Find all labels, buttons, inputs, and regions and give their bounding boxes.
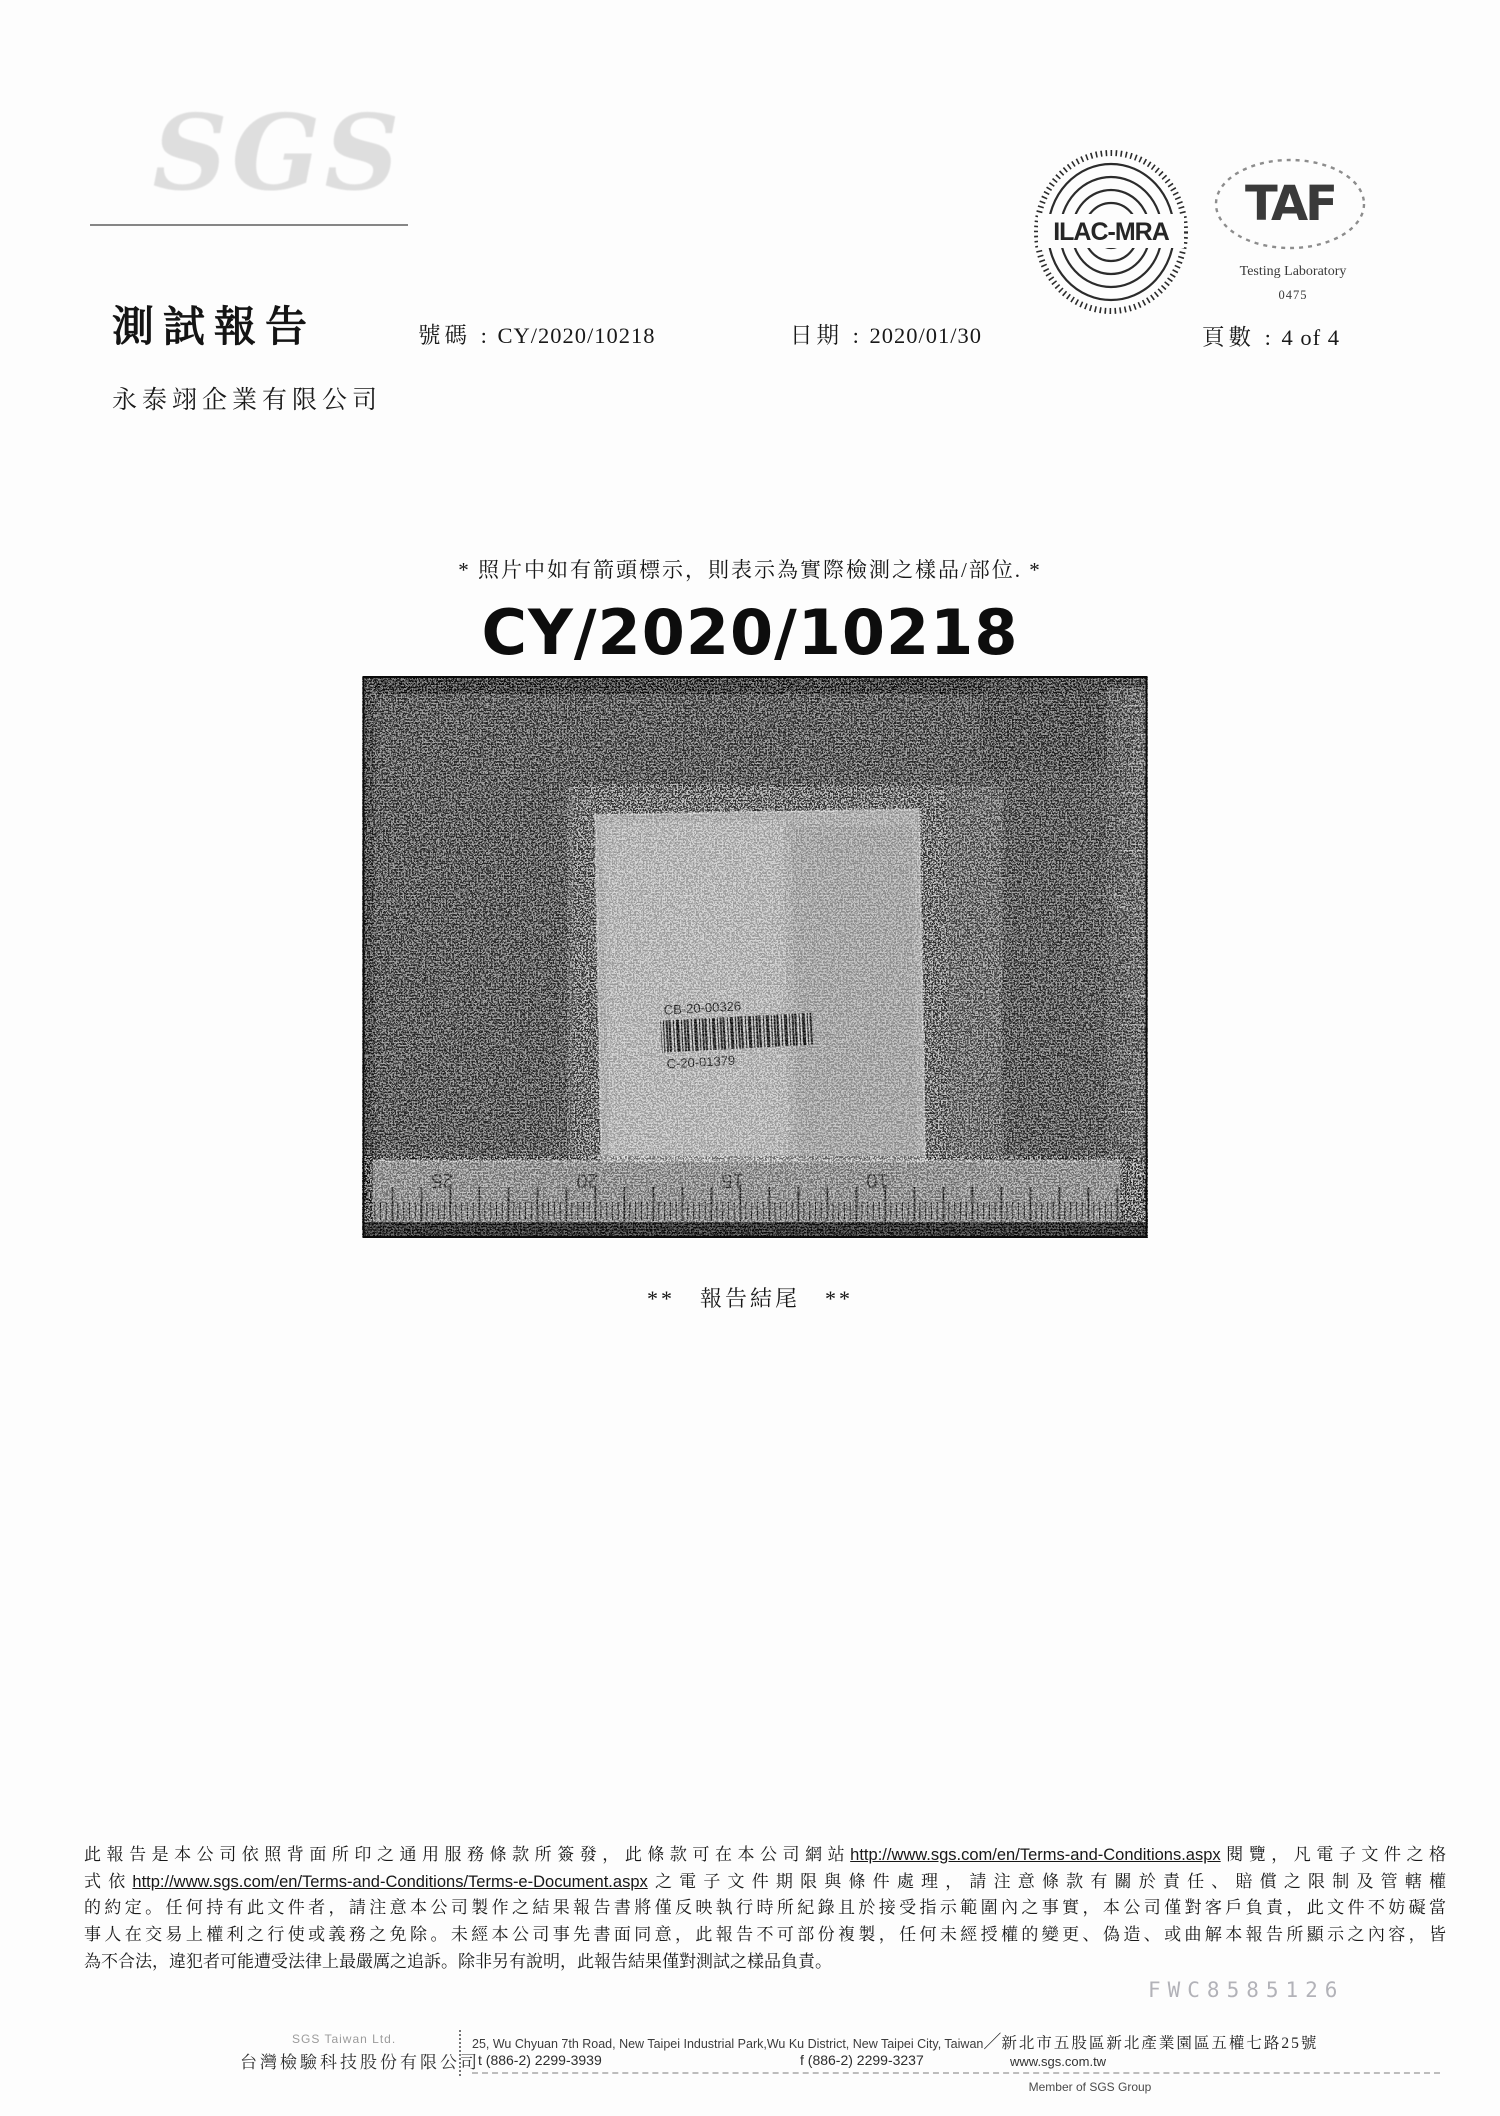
footer-address-en: 25, Wu Chyuan 7th Road, New Taipei Industrial Park,Wu Ku District, New Taipei City, Taiwan bbox=[472, 2037, 984, 2051]
report-title: 測試報告 bbox=[112, 305, 317, 351]
footer-dashed-rule bbox=[472, 2072, 1440, 2074]
ruler-number-15: 15 bbox=[721, 1169, 744, 1191]
terms-e-document-url: http://www.sgs.com/en/Terms-and-Conditions/Terms-e-Document.aspx bbox=[132, 1872, 648, 1891]
report-number-value: CY/2020/10218 bbox=[497, 323, 656, 348]
report-pages-row bbox=[1202, 320, 1340, 352]
disclaimer-text: 之電子文件期限與條件處理，請注意條款有關於責任、賠償之限制及管轄權 bbox=[647, 1871, 1447, 1891]
sgs-logo-icon: SGS bbox=[152, 91, 404, 214]
disclaimer-text: 閱覽，凡電子文件之格 bbox=[1220, 1845, 1447, 1864]
sample-photo bbox=[362, 676, 1148, 1238]
disclaimer-line-4: 事人在交易上權利之行使或義務之免除。未經本公司事先書面同意，此報告不可部份複製，任何未經授權的變更、偽造、或曲解本報告所顯示之內容，皆 bbox=[84, 1924, 1446, 1944]
photo-arrow-note: * 照片中如有箭頭標示，則表示為實際檢測之樣品/部位. * bbox=[458, 558, 1042, 582]
footer-member-note: Member of SGS Group bbox=[1028, 2080, 1152, 2094]
footer-divider bbox=[459, 2030, 461, 2076]
footer-address-slash: ／ bbox=[983, 2032, 1002, 2052]
footer-fax: f (886-2) 2299-3237 bbox=[800, 2052, 924, 2068]
report-pages-label: 頁數 : bbox=[1202, 325, 1275, 350]
disclaimer-text: 式依 bbox=[84, 1871, 133, 1891]
footer-company-zh: 台灣檢驗科技股份有限公司 bbox=[240, 2053, 480, 2072]
client-name: 永泰翊企業有限公司 bbox=[112, 387, 383, 414]
ilac-mra-label: ILAC-MRA bbox=[1053, 218, 1169, 246]
ruler-number-10: 10 bbox=[866, 1169, 889, 1191]
report-date-row bbox=[790, 318, 982, 350]
footer-address-zh: 新北市五股區新北產業園區五權七路25號 bbox=[1001, 2035, 1319, 2052]
disclaimer-line-5: 為不合法，違犯者可能遭受法律上最嚴厲之追訴。除非另有說明，此報告結果僅對測試之樣品負責。 bbox=[84, 1951, 832, 1971]
report-number-row bbox=[418, 318, 656, 350]
side-ruler-number: 10 bbox=[1110, 891, 1128, 909]
footer-website: www.sgs.com.tw bbox=[1010, 2054, 1107, 2069]
taf-caption: Testing Laboratory bbox=[1239, 264, 1347, 279]
disclaimer-line-3: 的約定。任何持有此文件者，請注意本公司製作之結果報告書將僅反映執行時所紀錄且於接受指示範圍內之事實，本公司僅對客戶負責，此文件不妨礙當 bbox=[84, 1898, 1446, 1918]
ruler-number-25: 25 bbox=[431, 1169, 454, 1191]
sample-label-line2: C-20-01379 bbox=[666, 1052, 736, 1072]
taf-logo-icon bbox=[1212, 156, 1368, 263]
taf-label: TAF bbox=[1245, 176, 1335, 232]
terms-disclaimer bbox=[84, 1842, 1446, 1975]
document-serial-stamp: FWC8585126 bbox=[1148, 1978, 1345, 2002]
footer-telephone: t (886-2) 2299-3939 bbox=[478, 2052, 602, 2068]
sgs-logo-underline bbox=[90, 224, 408, 226]
taf-accreditation-number: 0475 bbox=[1278, 288, 1308, 302]
footer-company-en: SGS Taiwan Ltd. bbox=[292, 2032, 397, 2046]
photo-sample-number-title: CY/2020/10218 bbox=[481, 596, 1019, 669]
footer-address bbox=[472, 2028, 1318, 2054]
disclaimer-line-2 bbox=[84, 1869, 1446, 1896]
report-date-value: 2020/01/30 bbox=[869, 323, 983, 348]
ilac-mra-stamp-icon bbox=[1032, 148, 1190, 321]
end-of-report-note: ** 報告結尾 ** bbox=[646, 1286, 853, 1311]
sample-label-line1: CB-20-00326 bbox=[663, 998, 742, 1018]
report-pages-value: 4 of 4 bbox=[1281, 325, 1341, 350]
report-number-label: 號碼 : bbox=[418, 323, 491, 348]
disclaimer-text: 此報告是本公司依照背面所印之通用服務條款所簽發，此條款可在本公司網站 bbox=[84, 1845, 851, 1864]
disclaimer-line-1 bbox=[84, 1842, 1446, 1869]
ruler-number-20: 20 bbox=[576, 1169, 599, 1191]
report-date-label: 日期 : bbox=[790, 323, 863, 348]
terms-conditions-url: http://www.sgs.com/en/Terms-and-Conditions.aspx bbox=[850, 1846, 1221, 1864]
